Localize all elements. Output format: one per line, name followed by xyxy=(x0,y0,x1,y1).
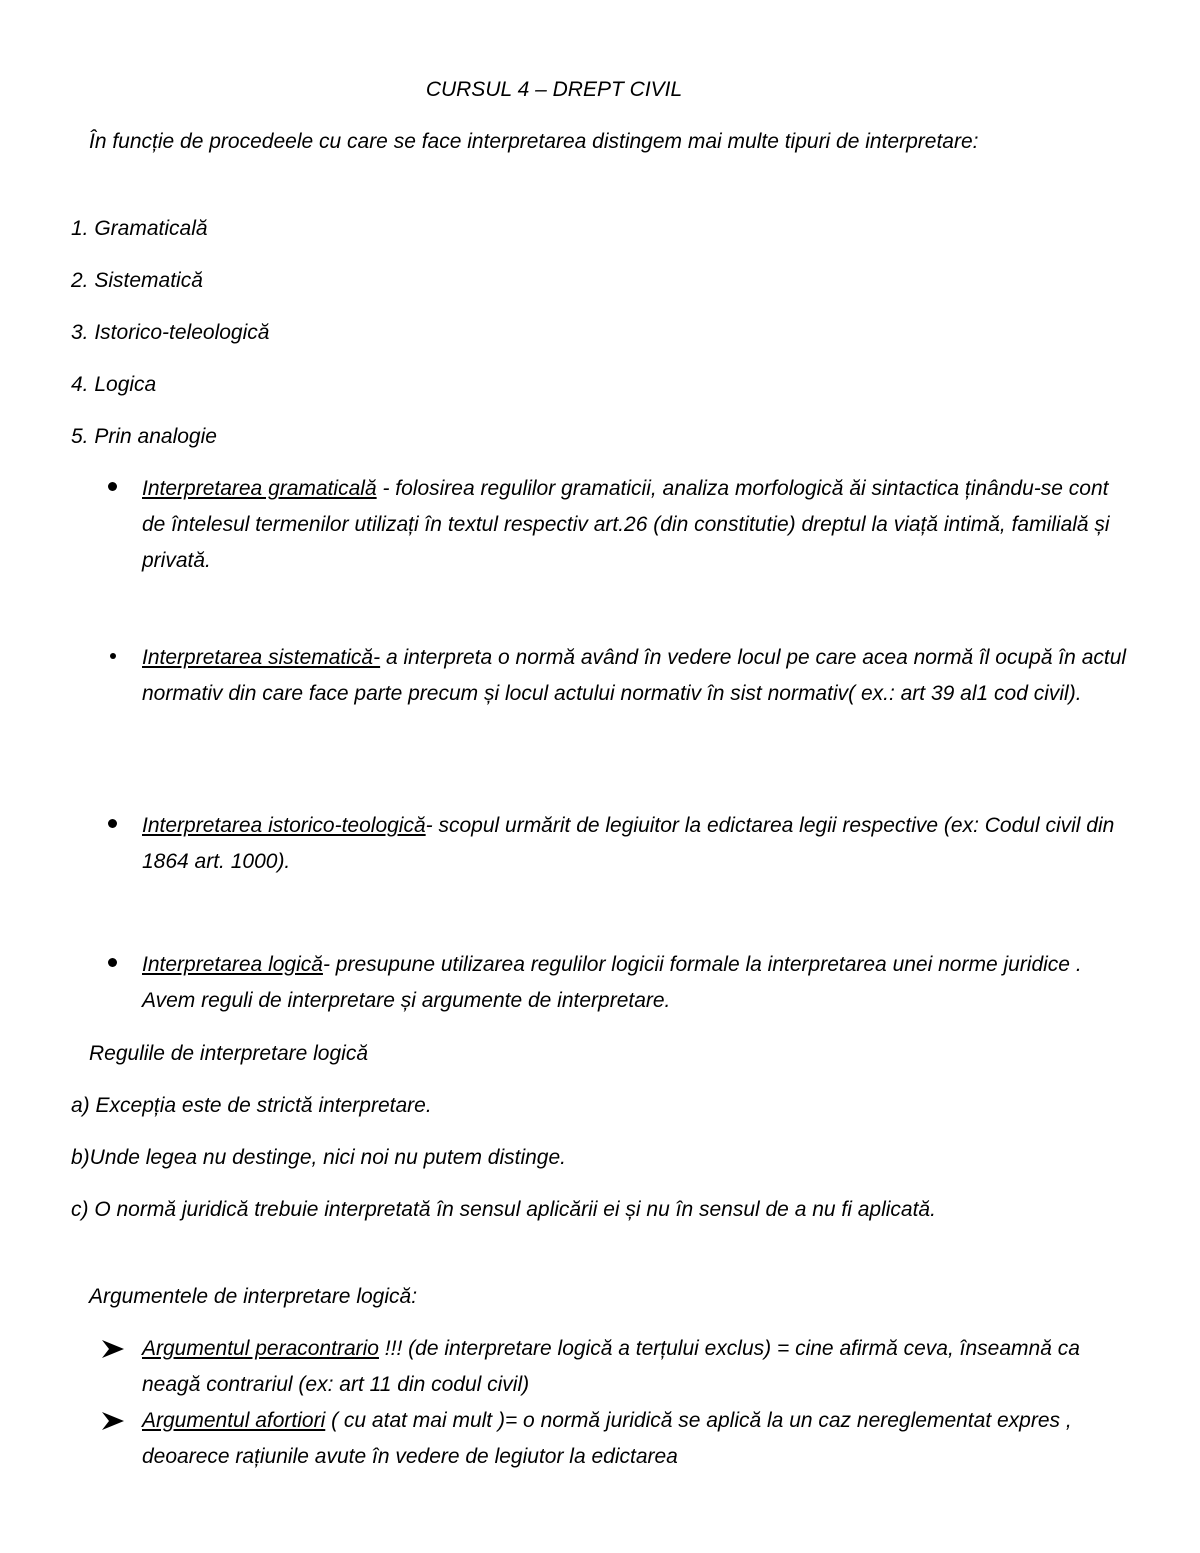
bullet-dot-icon xyxy=(100,640,130,676)
argument-term: Argumentul afortiori xyxy=(142,1409,326,1432)
intro-paragraph: În funcție de procedeele cu care se face interpretarea distingem mai multe tipuri de interpretare: xyxy=(89,130,979,153)
bullet-text: - folosirea regulilor gramaticii, analiza morfologică ăi sintactica ținându-se cont de întelesul termenilor utilizați în textul respectiv art.26 (din constitutie) dreptul la viață intimă, familială și privată. xyxy=(142,477,1110,572)
arguments-heading: Argumentele de interpretare logică: xyxy=(89,1285,418,1308)
bullet-term: Interpretarea sistematică- xyxy=(142,646,381,669)
argument-afortiori xyxy=(100,1403,1130,1475)
rule-c: c) O normă juridică trebuie interpretată în sensul aplicării ei și nu în sensul de a nu fi aplicată. xyxy=(71,1198,936,1221)
bullet-logica xyxy=(100,947,1130,1019)
bullet-gramatical xyxy=(100,471,1130,579)
bullet-term: Interpretarea istorico-teologică xyxy=(142,814,426,837)
list-item-type-2: 2. Sistematică xyxy=(71,269,203,292)
bullet-istorico xyxy=(100,808,1130,880)
rule-b: b)Unde legea nu destinge, nici noi nu putem distinge. xyxy=(71,1146,566,1169)
bullet-text: - presupune utilizarea regulilor logicii formale la interpretarea unei norme juridice . Avem reguli de interpretare și argumente de interpretare. xyxy=(142,953,1082,1012)
list-item-type-5: 5. Prin analogie xyxy=(71,425,217,448)
bullet-text: - scopul urmărit de legiuitor la edictarea legii respective (ex: Codul civil din 1864 art. 1000). xyxy=(142,814,1115,873)
bullet-term: Interpretarea gramaticală xyxy=(142,477,377,500)
list-item-type-3: 3. Istorico-teleologică xyxy=(71,321,270,344)
list-item-type-1: 1. Gramaticală xyxy=(71,217,208,240)
bullet-term: Interpretarea logică xyxy=(142,953,323,976)
bullet-dot-icon xyxy=(100,947,130,983)
argument-term: Argumentul peracontrario xyxy=(142,1337,379,1360)
argument-peracontrario xyxy=(100,1331,1130,1403)
bullet-sistematic xyxy=(100,640,1130,712)
rules-heading: Regulile de interpretare logică xyxy=(89,1042,368,1065)
argument-text: ( cu atat mai mult )= o normă juridică se aplică la un caz nereglementat expres , deoarece rațiunile avute în vedere de legiutor la edictarea xyxy=(142,1409,1072,1468)
bullet-dot-icon xyxy=(100,808,130,844)
bullet-dot-icon xyxy=(100,471,130,507)
bullet-text: a interpreta o normă având în vedere locul pe care acea normă îl ocupă în actul normativ din care face parte precum și locul actului normativ în sist normativ( ex.: art 39 al1 cod civil). xyxy=(142,646,1127,705)
arrow-bullet-icon xyxy=(100,1403,130,1431)
list-item-type-4: 4. Logica xyxy=(71,373,157,396)
argument-text: !!! (de interpretare logică a terțului exclus) = cine afirmă ceva, înseamnă ca neagă contrariul (ex: art 11 din codul civil) xyxy=(142,1337,1080,1396)
rule-a: a) Excepția este de strictă interpretare. xyxy=(71,1094,432,1117)
arrow-bullet-icon xyxy=(100,1331,130,1359)
page-title: CURSUL 4 – DREPT CIVIL xyxy=(425,78,683,101)
